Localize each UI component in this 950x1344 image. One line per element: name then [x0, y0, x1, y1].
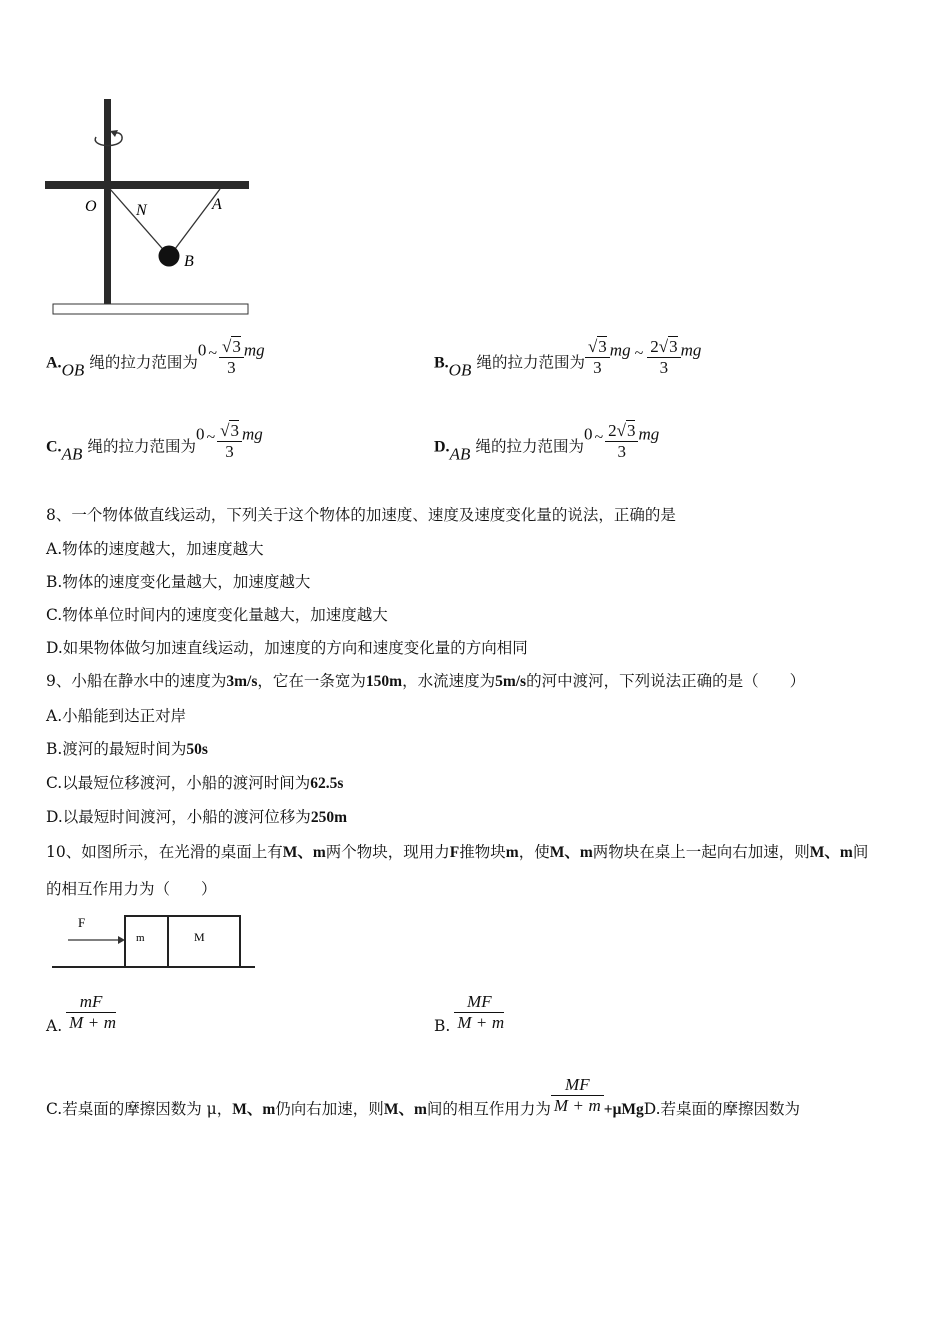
block-m-label: m [136, 932, 145, 944]
fraction: $\frac{MF}{M + m}$ [551, 1075, 604, 1116]
label-b: B [184, 253, 194, 270]
zero: 0 [195, 424, 205, 444]
option-letter: A. [46, 1017, 63, 1035]
option-text: 绳的拉力范围为 [87, 437, 196, 456]
fraction-1: $\frac{√3}{3}$ [585, 336, 610, 378]
label-a: A [212, 196, 222, 213]
base-plate [53, 304, 248, 314]
mg: mg [680, 340, 702, 360]
q8-option-d: D.如果物体做匀加速直线运动，加速度的方向和速度变化量的方向相同 [46, 639, 528, 657]
vertical-pole [104, 99, 111, 304]
fraction: $\frac{√3}{3}$ [219, 336, 244, 378]
force-arrowhead-icon [118, 936, 125, 944]
q7-option-c [46, 420, 263, 465]
mg: mg [609, 340, 631, 360]
fraction-2: $\frac{2√3}{3}$ [647, 336, 680, 378]
q7-option-b [434, 336, 701, 381]
rope-ob [110, 189, 168, 255]
q9-option-a: A.小船能到达正对岸 [46, 707, 187, 725]
rope-name: AB [449, 444, 471, 464]
option-text: 绳的拉力范围为 [89, 353, 198, 372]
zero: 0 [583, 424, 593, 444]
q9-option-d: D.以最短时间渡河，小船的渡河位移为250m [46, 808, 347, 826]
mg: mg [241, 424, 263, 444]
rope-name: OB [448, 360, 472, 380]
blocks-figure [50, 908, 260, 973]
force-label: F [78, 915, 86, 930]
label-n: N [136, 202, 147, 219]
tilde: ~ [634, 344, 644, 362]
pole-rope-figure [40, 95, 255, 320]
block-m [125, 916, 168, 967]
q10-option-b [434, 992, 507, 1035]
fraction: $\frac{mF}{M + m}$ [66, 992, 119, 1033]
q8-option-b: B.物体的速度变化量越大，加速度越大 [46, 573, 311, 591]
q7-option-d [434, 420, 659, 465]
tilde: ~ [206, 428, 216, 446]
rope-name: OB [61, 360, 85, 380]
ball-b [159, 246, 180, 267]
horizontal-bar [45, 181, 249, 189]
option-letter: D. [434, 438, 450, 456]
q8-option-c: C.物体单位时间内的速度变化量越大，加速度越大 [46, 606, 388, 624]
option-letter: A. [46, 354, 62, 372]
fraction: $\frac{2√3}{3}$ [605, 420, 638, 462]
mg: mg [638, 424, 660, 444]
q9-option-b: B.渡河的最短时间为50s [46, 740, 208, 758]
q10-option-a [46, 992, 119, 1035]
q10-stem-line2: 的相互作用力为（ ） [46, 880, 217, 898]
fraction: $\frac{MF}{M + m}$ [454, 992, 507, 1033]
q7-option-a [46, 336, 265, 381]
option-letter: B. [434, 354, 449, 372]
q10-option-c: C.若桌面的摩擦因数为 μ，M、m仍向右加速，则M、m间的相互作用力为 $\frac{MF}{M + m}$ +μMgD.若桌面的摩擦因数为 [46, 1075, 801, 1118]
block-M-label: M [194, 930, 205, 944]
q8-option-a: A.物体的速度越大，加速度越大 [46, 540, 264, 558]
rope-name: AB [61, 444, 83, 464]
zero: 0 [197, 340, 207, 360]
option-letter: C. [46, 438, 62, 456]
option-letter: B. [434, 1017, 451, 1035]
fraction: $\frac{√3}{3}$ [217, 420, 242, 462]
q9-stem: 9、小船在静水中的速度为3m/s，它在一条宽为150m，水流速度为5m/s的河中渡河，下列说法正确的是（ ） [46, 672, 806, 690]
q10-option-d: D.若桌面的摩擦因数为 [643, 1100, 801, 1118]
option-text: 绳的拉力范围为 [476, 353, 585, 372]
q10-stem: 10、如图所示，在光滑的桌面上有M、m两个物块，现用力F推物块m，使M、m两物块在桌上一起向右加速，则M、m间 [46, 843, 869, 861]
q9-option-c: C.以最短位移渡河，小船的渡河时间为62.5s [46, 774, 344, 792]
tilde: ~ [594, 428, 604, 446]
mg: mg [243, 340, 265, 360]
q8-stem: 8、一个物体做直线运动，下列关于这个物体的加速度、速度及速度变化量的说法，正确的是 [46, 506, 676, 524]
label-o: O [85, 198, 97, 215]
option-text: 绳的拉力范围为 [475, 437, 584, 456]
tilde: ~ [208, 344, 217, 362]
